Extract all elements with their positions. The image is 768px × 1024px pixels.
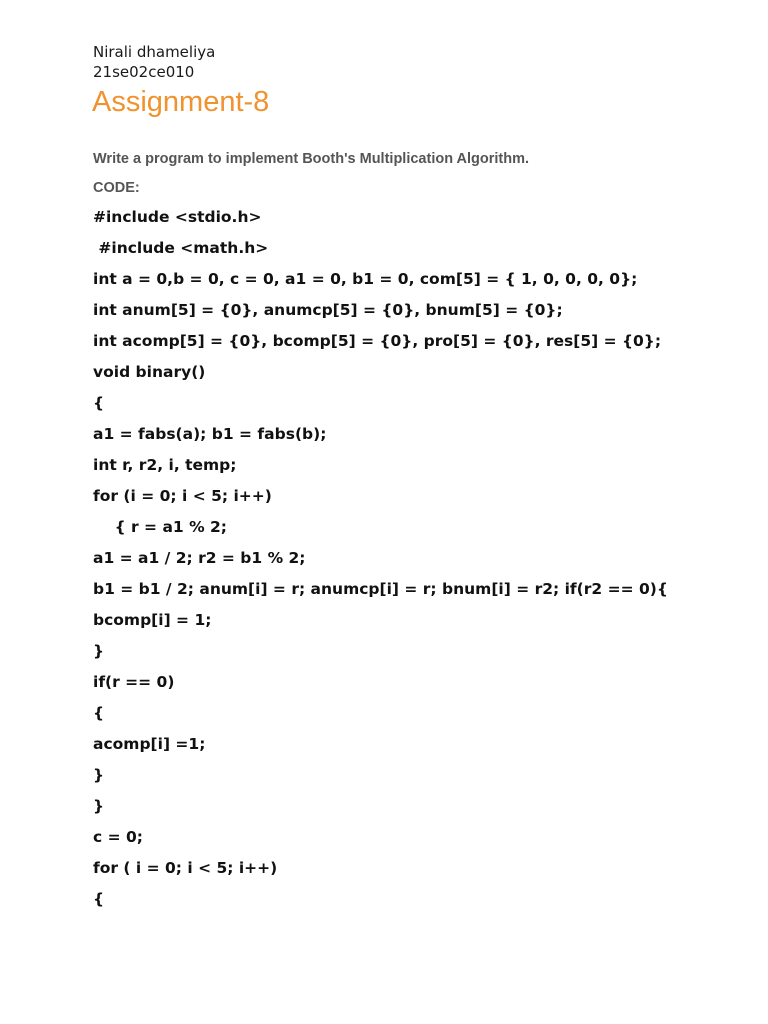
code-line: int anum[5] = {0}, anumcp[5] = {0}, bnum[5] = {0}; [93,301,563,319]
code-line: for (i = 0; i < 5; i++) [93,487,272,505]
code-line: if(r == 0) [93,673,175,691]
code-line: void binary() [93,363,206,381]
code-label: CODE: [93,180,140,196]
assignment-title: Assignment-8 [92,86,270,118]
code-line: { r = a1 % 2; [93,518,227,536]
code-line: a1 = fabs(a); b1 = fabs(b); [93,425,327,443]
code-line: bcomp[i] = 1; [93,611,212,629]
code-line: a1 = a1 / 2; r2 = b1 % 2; [93,549,306,567]
code-line: #include <math.h> [93,239,269,257]
code-line: } [93,797,105,815]
code-line: int a = 0,b = 0, c = 0, a1 = 0, b1 = 0, com[5] = { 1, 0, 0, 0, 0}; [93,270,638,288]
author-block [93,42,215,82]
enrollment-number: 21se02ce010 [93,63,195,81]
code-line: int acomp[5] = {0}, bcomp[5] = {0}, pro[5] = {0}, res[5] = {0}; [93,332,662,350]
code-line: b1 = b1 / 2; anum[i] = r; anumcp[i] = r; bnum[i] = r2; if(r2 == 0){ [93,580,668,598]
code-line: { [93,890,105,908]
task-statement: Write a program to implement Booth's Multiplication Algorithm. [93,151,530,167]
code-line: #include <stdio.h> [93,208,262,226]
code-line: { [93,394,105,412]
author-name: Nirali dhameliya [93,43,216,61]
code-line: { [93,704,105,722]
code-line: acomp[i] =1; [93,735,206,753]
code-line: c = 0; [93,828,143,846]
code-line: } [93,642,105,660]
code-line: for ( i = 0; i < 5; i++) [93,859,278,877]
code-line: int r, r2, i, temp; [93,456,237,474]
code-line: } [93,766,105,784]
code-block [93,204,753,917]
